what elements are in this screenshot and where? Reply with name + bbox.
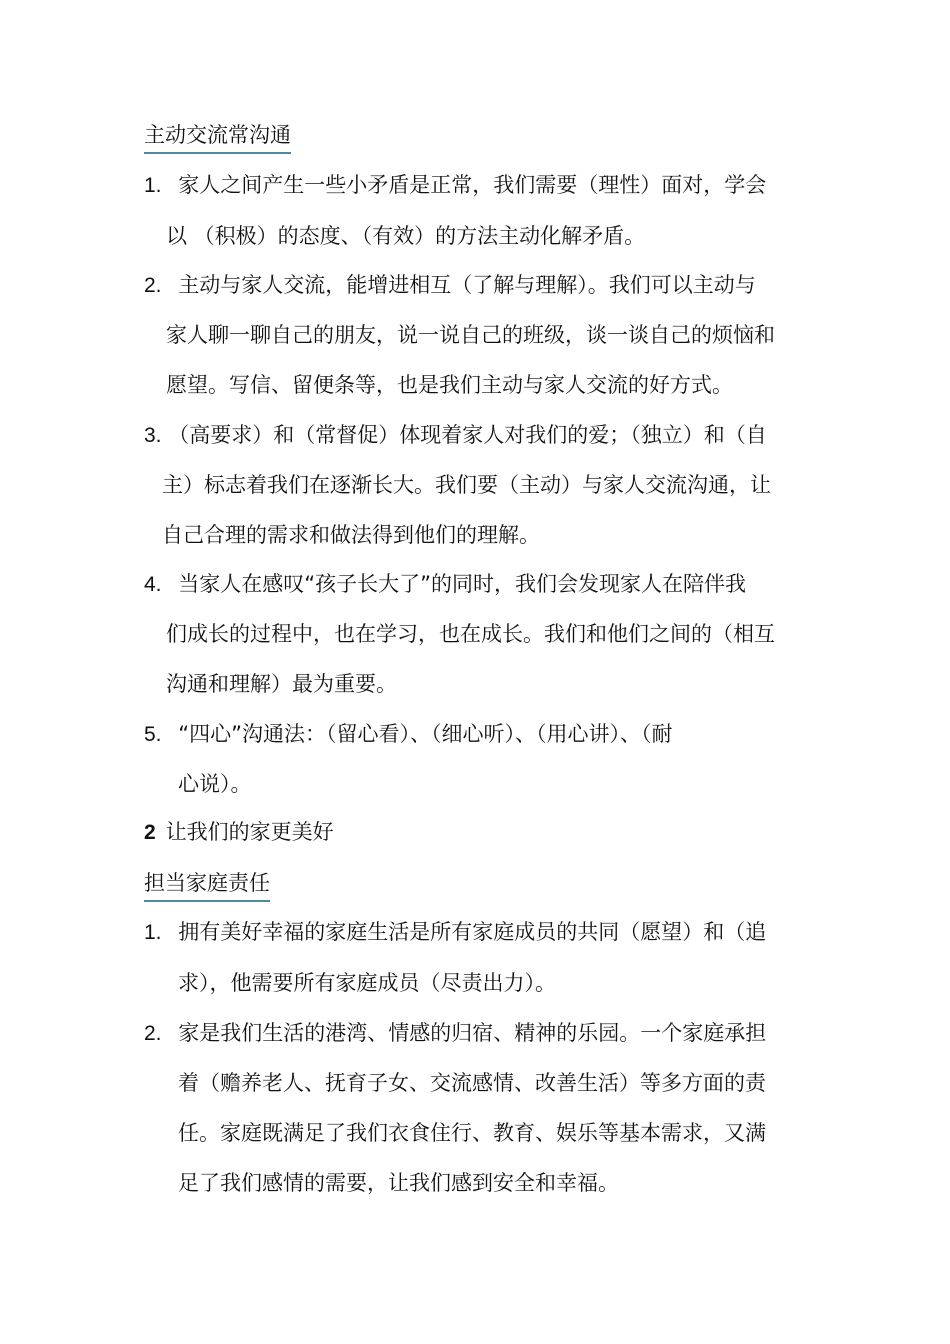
item-text-line: 拥有美好幸福的家庭生活是所有家庭成员的共同（愿望）和（追 [178, 920, 767, 944]
item-text-line: （高要求）和（常督促）体现着家人对我们的爱；（独立）和（自 [168, 423, 767, 447]
section-heading-communication: 主动交流常沟通 [144, 121, 291, 154]
item-number: 2. [144, 274, 162, 297]
section-title [144, 818, 334, 847]
item-text-line: 家人之间产生一些小矛盾是正常，我们需要（理性）面对，学会 [178, 173, 767, 197]
item-number: 2. [144, 1022, 162, 1045]
item-text-line: 自己合理的需求和做法得到他们的理解。 [162, 523, 540, 547]
item-text-line: 家是我们生活的港湾、情感的归宿、精神的乐园。一个家庭承担 [178, 1021, 767, 1045]
item-number: 4. [144, 573, 162, 596]
item-text-line: “四心”沟通法：（留心看）、（细心听）、（用心讲）、（耐 [178, 722, 673, 746]
item-text-line: 以 （积极）的态度、（有效）的方法主动化解矛盾。 [166, 224, 646, 248]
item-text-line: 任。家庭既满足了我们衣食住行、教育、娱乐等基本需求，又满 [178, 1121, 766, 1145]
item-text-line: 愿望。写信、留便条等，也是我们主动与家人交流的好方式。 [166, 373, 733, 397]
item-text-line: 主动与家人交流，能增进相互（了解与理解）。我们可以主动与 [178, 273, 756, 297]
item-text-line: 足了我们感情的需要，让我们感到安全和幸福。 [178, 1171, 619, 1195]
item-text-line: 求），他需要所有家庭成员（尽责出力）。 [178, 971, 556, 995]
section-number: 2 [144, 821, 156, 844]
item-number: 1. [144, 174, 162, 197]
section-heading-family-responsibility: 担当家庭责任 [144, 869, 270, 902]
item-text-line: 们成长的过程中，也在学习，也在成长。我们和他们之间的（相互 [166, 622, 775, 646]
item-text-line: 着（赡养老人、抚育子女、交流感情、改善生活）等多方面的责 [178, 1071, 766, 1095]
item-text-line: 心说）。 [178, 772, 252, 796]
item-number: 1. [144, 921, 162, 944]
item-text-line: 当家人在感叹“孩子长大了”的同时，我们会发现家人在陪伴我 [178, 572, 746, 596]
item-text-line: 主）标志着我们在逐渐长大。我们要（主动）与家人交流沟通，让 [162, 473, 771, 497]
item-number: 3. [144, 424, 162, 447]
item-text-line: 沟通和理解）最为重要。 [166, 672, 397, 696]
section-title-text: 让我们的家更美好 [165, 820, 334, 844]
item-text-line: 家人聊一聊自己的朋友，说一说自己的班级，谈一谈自己的烦恼和 [166, 323, 775, 347]
item-number: 5. [144, 723, 162, 746]
